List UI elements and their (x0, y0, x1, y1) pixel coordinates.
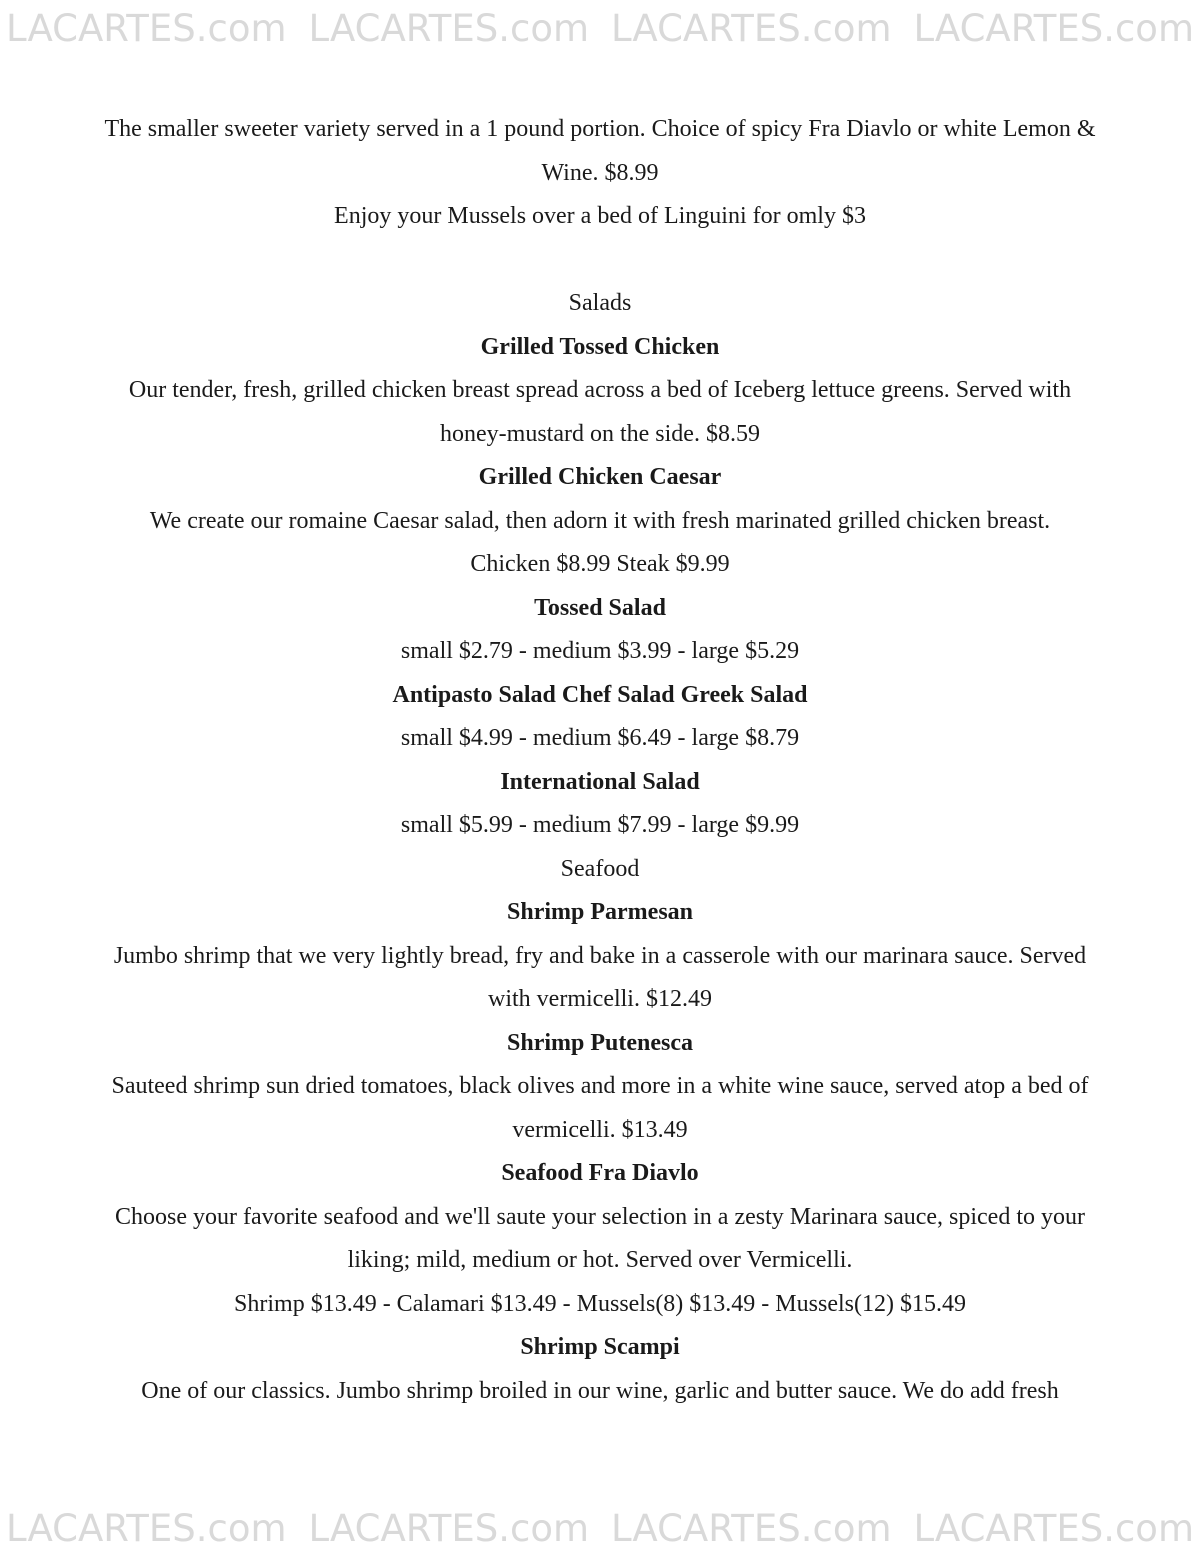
menu-item-title: Grilled Chicken Caesar (478, 464, 722, 490)
menu-item-title: Shrimp Putenesca (507, 1029, 693, 1056)
watermark-text: LACARTES.com (308, 6, 590, 50)
menu-item-description: We create our romaine Caesar salad, then adorn it with fresh marinated grilled chicken breast. (149, 507, 1051, 534)
mussels-linguini-note: Enjoy your Mussels over a bed of Linguini for omly $3 (334, 203, 866, 229)
menu-item-description: One of our classics. Jumbo shrimp broiled in our wine, garlic and butter sauce. We do add fresh (141, 1377, 1059, 1404)
watermark-text: LACARTES.com (610, 6, 892, 50)
menu-item-price: small $5.99 - medium $7.99 - large $9.99 (400, 812, 800, 838)
menu-item-title: Antipasto Salad Chef Salad Greek Salad (392, 681, 808, 708)
watermark-text: LACARTES.com (6, 6, 287, 50)
menu-item-title: Seafood Fra Diavlo (501, 1160, 699, 1186)
menu-item-price: small $4.99 - medium $6.49 - large $8.79 (400, 725, 800, 751)
watermark-top (0, 0, 1200, 56)
spacer (100, 239, 1100, 283)
watermark-text: LACARTES.com (913, 6, 1194, 50)
menu-item-title: Grilled Tossed Chicken (480, 333, 720, 360)
menu-page (100, 108, 1100, 1413)
menu-item-description: Choose your favorite seafood and we'll saute your selection in a zesty Marinara sauce, spiced to your liking; mild, medium or hot. Served over Vermicelli. (114, 1203, 1085, 1273)
watermark-text: LACARTES.com (6, 1506, 287, 1550)
section-heading-salads: Salads (568, 290, 632, 316)
watermark-text: LACARTES.com (913, 1506, 1194, 1550)
watermark-bottom (0, 1500, 1200, 1556)
menu-item-price: small $2.79 - medium $3.99 - large $5.29 (400, 638, 800, 664)
watermark-text: LACARTES.com (308, 1506, 590, 1550)
menu-item-price: Chicken $8.99 Steak $9.99 (470, 551, 730, 577)
watermark-text: LACARTES.com (610, 1506, 892, 1550)
mussels-description: The smaller sweeter variety served in a 1 pound portion. Choice of spicy Fra Diavlo or white Lemon & Wine. $8.99 (104, 116, 1096, 186)
menu-item-title: International Salad (500, 768, 700, 795)
section-heading-seafood: Seafood (560, 855, 640, 882)
menu-item-description: Jumbo shrimp that we very lightly bread, fry and bake in a casserole with our marinara sauce. Served with vermicelli. $12.49 (113, 942, 1087, 1012)
menu-item-title: Tossed Salad (534, 594, 666, 621)
menu-item-title: Shrimp Parmesan (507, 899, 693, 925)
menu-item-description: Sauteed shrimp sun dried tomatoes, black olives and more in a white wine sauce, served atop a bed of vermicelli. $13.49 (111, 1073, 1089, 1143)
menu-item-title: Shrimp Scampi (520, 1334, 680, 1360)
menu-item-price: Shrimp $13.49 - Calamari $13.49 - Mussels(8) $13.49 - Mussels(12) $15.49 (234, 1290, 966, 1317)
menu-item-description: Our tender, fresh, grilled chicken breast spread across a bed of Iceberg lettuce greens. Served with honey-mustard on the side. $8.59 (128, 377, 1072, 447)
